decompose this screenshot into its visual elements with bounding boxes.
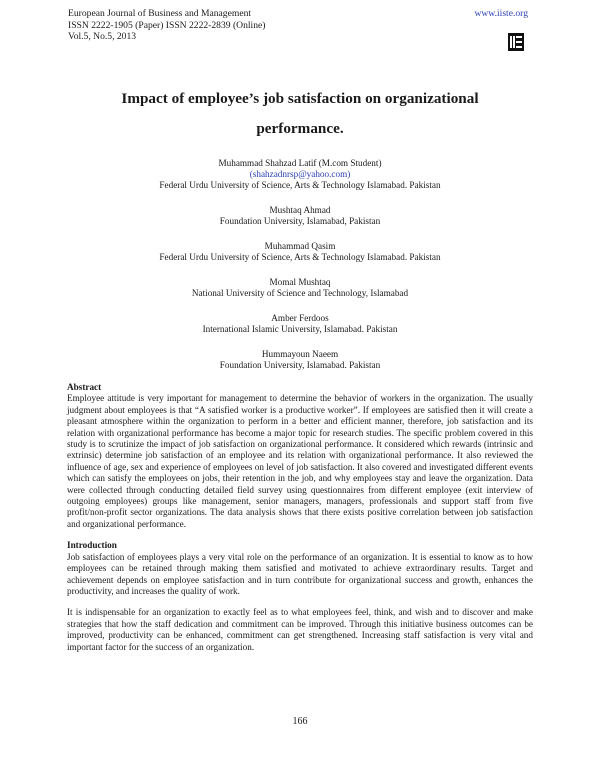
author-name: Muhammad Shahzad Latif (M.com Student) [218,158,382,168]
author-affiliation: Foundation University, Islamabad, Pakistan [219,216,381,227]
journal-issn: ISSN 2222-1905 (Paper) ISSN 2222-2839 (Online) [68,19,266,31]
paper-body [67,382,533,663]
introduction-heading: Introduction [67,540,117,551]
author-name: Muhammad Qasim [264,241,336,252]
author-affiliation: Federal Urdu University of Science, Arts & Technology Islamabad. Pakistan [159,180,441,191]
paper-title-line-1: Impact of employee’s job satisfaction on organizational [121,90,479,107]
author-name: Hummayoun Naeem [261,349,339,360]
abstract-heading: Abstract [67,382,102,392]
author-block [60,277,540,299]
author-list [60,158,540,385]
author-block [60,205,540,227]
iiste-logo-icon [508,33,524,51]
paper-title [60,84,540,144]
author-name: Mushtaq Ahmad [269,205,331,216]
journal-header [68,8,532,43]
author-block [60,313,540,335]
author-name: Momal Mushtaq [269,277,331,288]
introduction-paragraph-1: Job satisfaction of employees plays a very vital role on the performance of an organization. It is essential to know as to how employees can be retained through making them satisfied and motivated to achieve extraordinary results. Target and achievement depends on employee satisfaction and in turn contribute for organizational success and growth, enhances the productivity, and increases the quality of work. [67,551,533,596]
author-name: Amber Ferdoos [271,313,329,324]
journal-url-link[interactable]: www.iiste.org [474,8,528,19]
author-affiliation: Foundation University, Islamabad. Pakistan [219,360,381,371]
author-affiliation: National University of Science and Technology, Islamabad [191,288,409,299]
introduction-paragraph-2: It is indispensable for an organization to exactly feel as to what employees feel, think, and wish and to discover and make strategies that how the staff dedication and commitment can be improved. Through this initiative business outcomes can be improved, productivity can be enhanced, commitment can get strengthened. Increasing staff satisfaction is very vital and important factor for the success of an organization. [67,607,533,652]
author-email-link[interactable]: (shahzadnrsp@yahoo.com) [249,169,351,180]
author-affiliation: Federal Urdu University of Science, Arts & Technology Islamabad. Pakistan [159,252,441,263]
author-block [60,349,540,371]
abstract-text: Employee attitude is very important for management to determine the behavior of workers in the organization. The usually judgment about employees is that “A satisfied worker is a productive worker”. If employees are satisfied then it will create a pleasant atmosphere within the organization to perform in a better and efficient manner, therefore, job satisfaction and its relation with organizational performance has become a major topic for research studies. The specific problem covered in this study is to scrutinize the impact of job satisfaction on organizational performance. It considered which rewards (intrinsic and extrinsic) determine job satisfaction of an employee and its relation with organizational performance. It also reviewed the influence of age, sex and experience of employees on level of job satisfaction. It also covered and investigated different events which can satisfy the employees on jobs, their retention in the job, and why employees stay and leave the organization. Data were collected through conducting detailed field survey using questionnaires from different employee (exit interview of outgoing employees) groups like management, senior managers, managers, professionals and support staff from five profit/non-profit sector organizations. The data analysis shows that there exists positive correlation between job satisfaction and organizational performance. [67,393,533,529]
journal-volume: Vol.5, No.5, 2013 [68,31,137,42]
author-affiliation: International Islamic University, Islamabad. Pakistan [202,324,398,335]
paper-title-line-2: performance. [256,120,344,137]
author-block [60,158,540,192]
page-number: 166 [292,716,308,727]
author-block [60,241,540,263]
journal-name: European Journal of Business and Management [68,8,252,19]
